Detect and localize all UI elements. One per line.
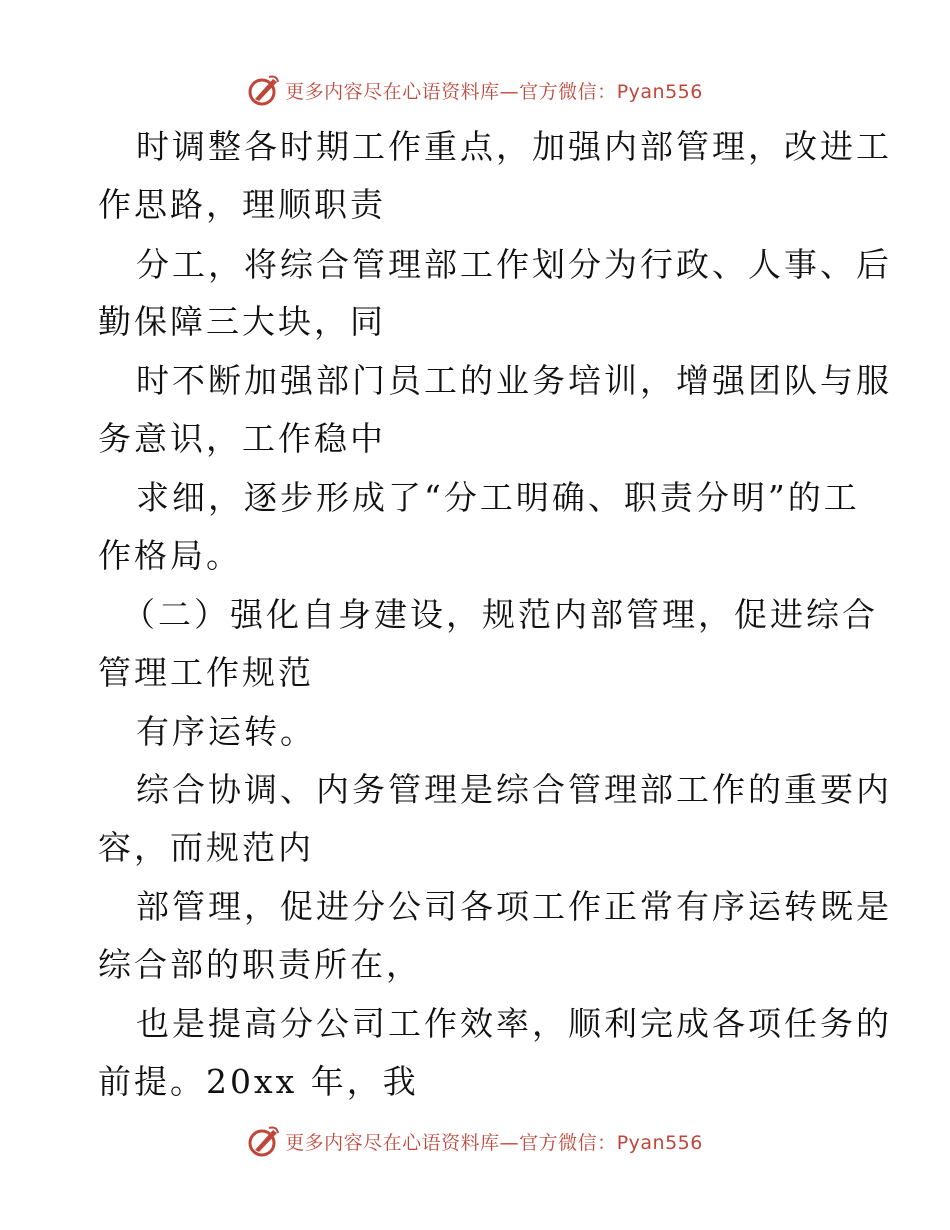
watermark-text	[285, 1128, 703, 1155]
text-line: 分工，将综合管理部工作划分为行政、人事、后	[136, 245, 892, 284]
text-line: 勤保障三大块，同	[98, 302, 386, 341]
watermark-wechat-id: Pyan556	[616, 80, 703, 103]
section-heading-line: （二）强化自身建设，规范内部管理，促进综合	[122, 595, 878, 634]
text-line: 部管理，促进分公司各项工作正常有序运转既是	[136, 887, 892, 926]
text-line: 容，而规范内	[98, 828, 314, 867]
text-line: 作思路，理顺职责	[98, 185, 386, 224]
watermark-wechat-id: Pyan556	[616, 1131, 703, 1154]
text-line: 综合部的职责所在，	[98, 945, 422, 984]
watermark-dash: —	[499, 80, 520, 103]
watermark-dash: —	[499, 1131, 520, 1154]
text-line: 也是提高分公司工作效率，顺利完成各项任务的	[136, 1004, 892, 1043]
text-line: 求细，逐步形成了“分工明确、职责分明”的工	[136, 478, 860, 517]
text-line: 作格局。	[98, 536, 242, 575]
brush-logo-icon	[247, 1124, 281, 1158]
watermark-site: 更多内容尽在心语资料库	[285, 1131, 500, 1154]
section-heading-line: 管理工作规范	[98, 653, 314, 692]
text-line: 有序运转。	[136, 712, 316, 751]
text-line: 务意识，工作稳中	[98, 419, 386, 458]
text-line: 前提。20xx 年，我	[98, 1062, 419, 1101]
watermark-wechat-label: 官方微信：	[519, 80, 617, 103]
footer-watermark	[0, 1123, 950, 1159]
watermark-site: 更多内容尽在心语资料库	[285, 80, 500, 103]
text-line: 时调整各时期工作重点，加强内部管理，改进工	[136, 127, 892, 166]
watermark-wechat-label: 官方微信：	[519, 1131, 617, 1154]
text-line: 综合协调、内务管理是综合管理部工作的重要内	[136, 770, 892, 809]
text-line: 时不断加强部门员工的业务培训，增强团队与服	[136, 361, 892, 400]
